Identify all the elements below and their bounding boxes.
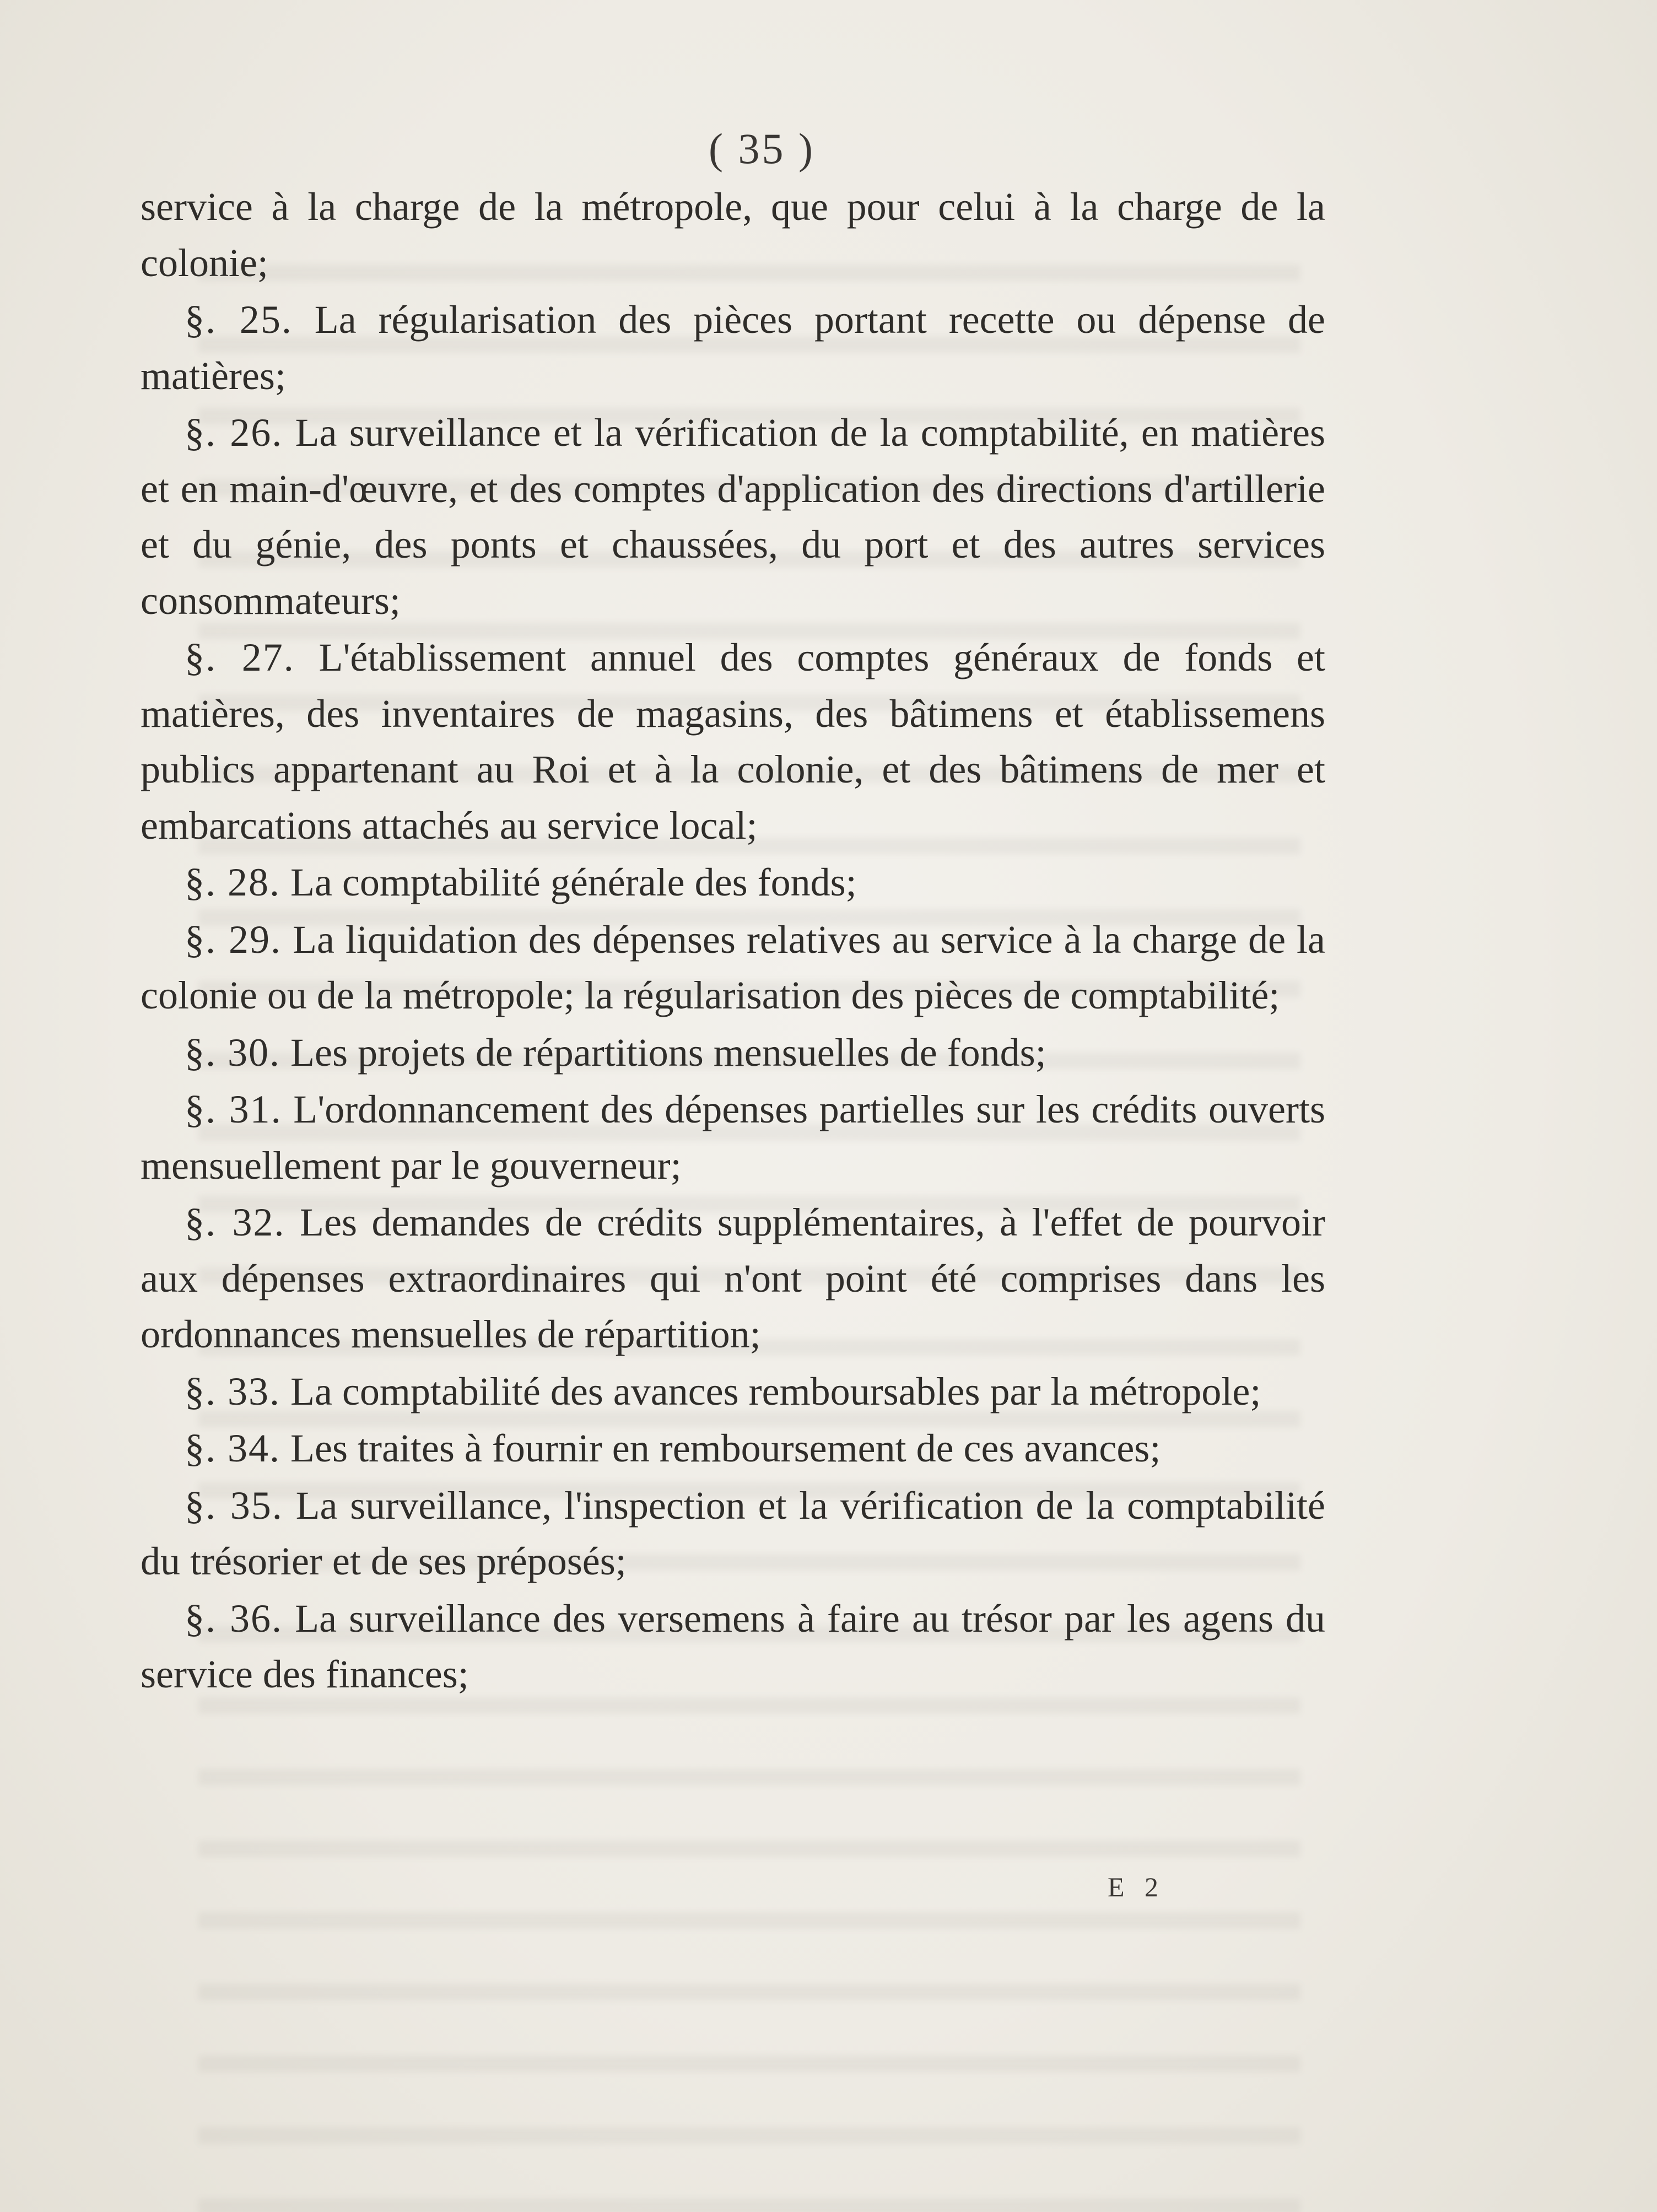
paragraph-section-28 xyxy=(141,855,1325,911)
paragraph-text: La comptabilité des avances remboursables par la métropole; xyxy=(290,1369,1261,1413)
paragraph-text: La surveillance et la vérification de la comptabilité, en matières et en main-d'œuvre, et des comptes d'application des directions d'artillerie et du génie, des ponts et chaussées, du port et des autres services consommateurs; xyxy=(141,411,1326,623)
paragraph-section-26 xyxy=(141,405,1325,629)
section-number: §. 31. xyxy=(185,1087,282,1131)
paragraph-text: service à la charge de la métropole, que pour celui à la charge de la colonie; xyxy=(141,185,1325,285)
paragraph-text: La surveillance, l'inspection et la vérification de la comptabilité du trésorier et de ses préposés; xyxy=(141,1483,1326,1583)
paragraph-section-32 xyxy=(141,1195,1325,1363)
paragraph-text: La surveillance des versemens à faire au trésor par les agens du service des finances; xyxy=(141,1596,1325,1696)
section-number: §. 28. xyxy=(185,860,280,904)
section-number: §. 32. xyxy=(185,1200,285,1244)
paragraph-section-25 xyxy=(141,292,1325,404)
paragraph-text: La liquidation des dépenses relatives au service à la charge de la colonie ou de la métropole; la régularisation des pièces de comptabilité; xyxy=(141,917,1326,1017)
paragraph-continuation xyxy=(141,179,1325,291)
paragraph-text: L'ordonnancement des dépenses partielles sur les crédits ouverts mensuellement par le gouverneur; xyxy=(141,1087,1325,1188)
section-number: §. 25. xyxy=(185,298,293,342)
section-number: §. 33. xyxy=(185,1369,280,1413)
signature-mark: E 2 xyxy=(1108,1871,1165,1902)
paragraph-section-30 xyxy=(141,1025,1325,1081)
paragraph-text: Les demandes de crédits supplémentaires, à l'effet de pourvoir aux dépenses extraordinaires qui n'ont point été comprises dans les ordonnances mensuelles de répartition; xyxy=(141,1200,1325,1356)
paragraph-text: Les projets de répartitions mensuelles de fonds; xyxy=(290,1030,1046,1075)
section-number: §. 35. xyxy=(185,1483,283,1528)
paragraph-text: Les traites à fournir en remboursement de ces avances; xyxy=(290,1426,1161,1470)
paragraph-text: La comptabilité générale des fonds; xyxy=(290,860,857,904)
section-number: §. 34. xyxy=(185,1426,280,1470)
section-number: §. 29. xyxy=(185,917,282,962)
page-number: ( 35 ) xyxy=(709,125,815,172)
section-number: §. 27. xyxy=(185,635,295,679)
paragraph-section-33 xyxy=(141,1364,1325,1420)
paragraph-section-35 xyxy=(141,1478,1325,1590)
paragraph-section-29 xyxy=(141,912,1325,1024)
body-text xyxy=(141,179,1325,1704)
paragraph-section-27 xyxy=(141,630,1325,854)
paragraph-section-36 xyxy=(141,1591,1325,1703)
paragraph-text: L'établissement annuel des comptes généraux de fonds et matières, des inventaires de magasins, des bâtimens et établissemens publics appartenant au Roi et à la colonie, et des bâtimens de mer et embarcations attachés au service local; xyxy=(141,635,1326,848)
paragraph-section-31 xyxy=(141,1082,1325,1194)
section-number: §. 26. xyxy=(185,411,283,455)
section-number: §. 36. xyxy=(185,1596,283,1641)
paragraph-section-34 xyxy=(141,1421,1325,1477)
section-number: §. 30. xyxy=(185,1030,280,1075)
paragraph-text: La régularisation des pièces portant recette ou dépense de matières; xyxy=(141,298,1325,398)
